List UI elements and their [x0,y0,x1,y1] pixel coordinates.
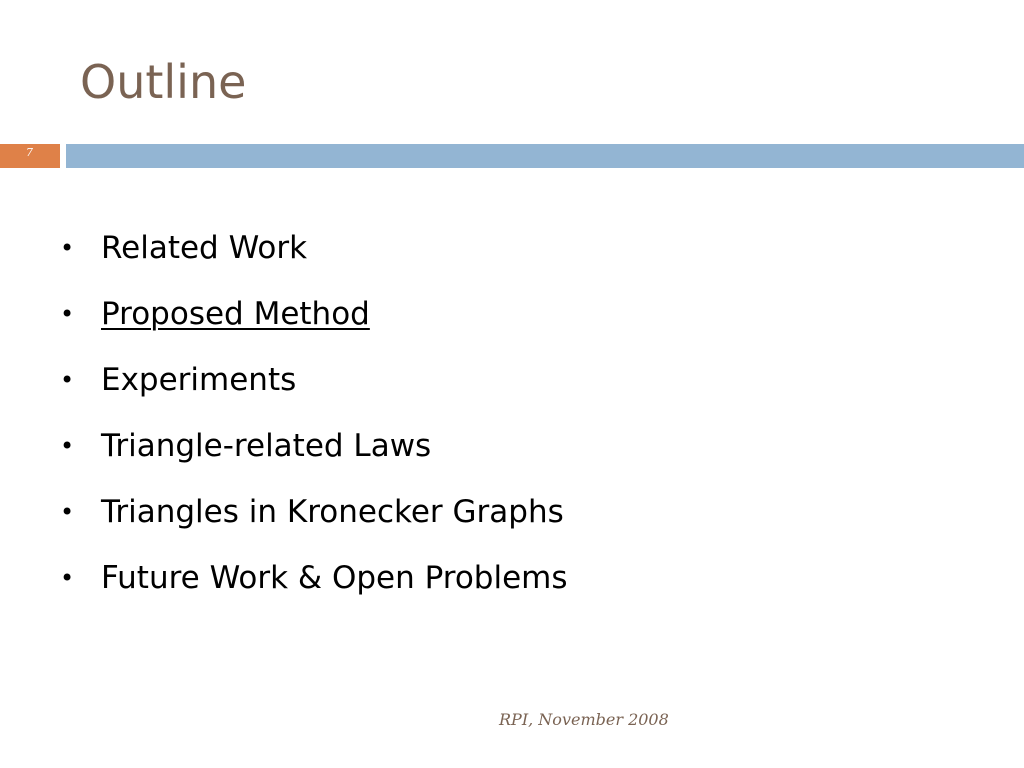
list-item-text: Related Work [101,230,308,266]
bullet-icon: • [60,300,75,328]
slide-title: Outline [80,55,247,109]
slide-footer: RPI, November 2008 [499,710,669,729]
header-accent-bar [66,144,1024,168]
bullet-icon: • [60,366,75,394]
bullet-icon: • [60,234,75,262]
bullet-icon: • [60,498,75,526]
bullet-icon: • [60,432,75,460]
slide-number: 7 [26,146,33,159]
list-item-text: Triangles in Kronecker Graphs [101,494,564,530]
list-item-text: Future Work & Open Problems [101,560,568,596]
list-item-text-current: Proposed Method [101,296,370,332]
list-item-text: Triangle-related Laws [101,428,432,464]
slide-number-badge [0,144,60,168]
list-item-text: Experiments [101,362,297,398]
bullet-icon: • [60,564,75,592]
